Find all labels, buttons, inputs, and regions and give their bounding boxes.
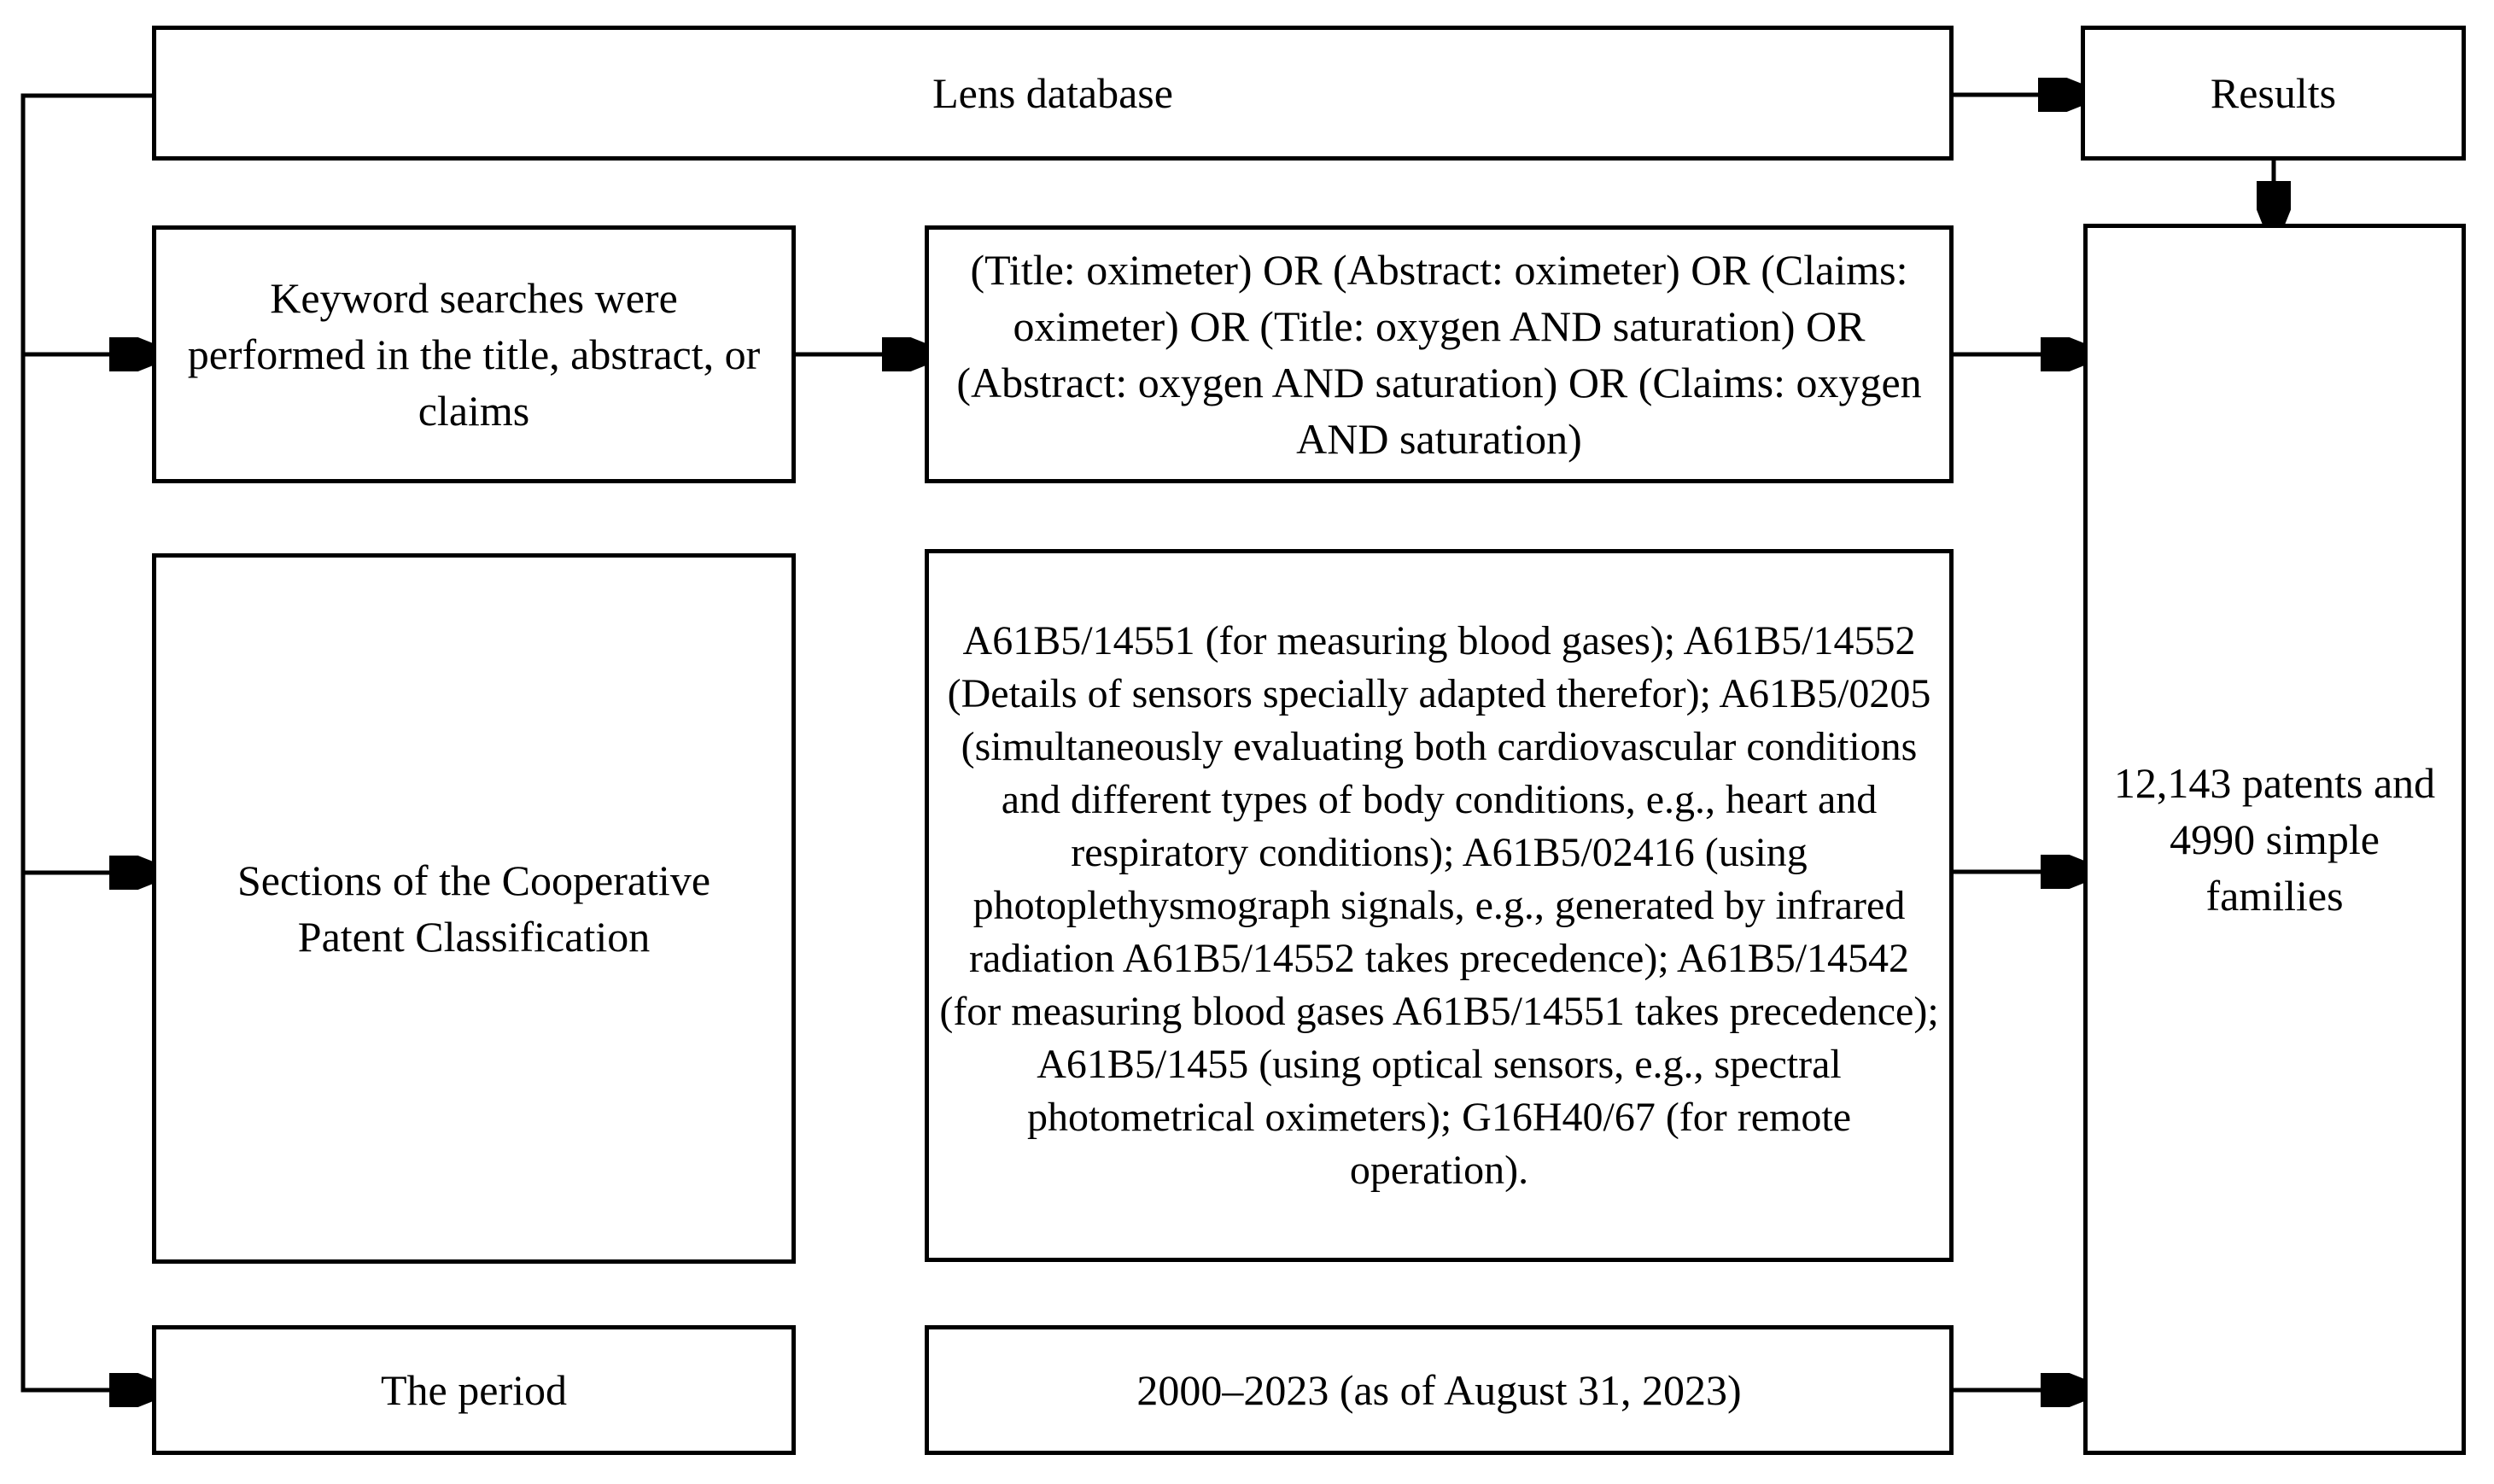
- outcome-count-text: 12,143 patents and 4990 simple families: [2113, 759, 2436, 920]
- cpc-criterion-box: [152, 553, 796, 1264]
- period-value-text: 2000–2023 (as of August 31, 2023): [1136, 1366, 1742, 1414]
- period-criterion-text: The period: [381, 1366, 567, 1414]
- keyword-criterion-box: [152, 225, 796, 483]
- period-criterion-box: [152, 1325, 796, 1455]
- trunk-line-left: [23, 96, 152, 1390]
- outcome-count-box: [2083, 224, 2466, 1455]
- keyword-criterion-text: Keyword searches were performed in the title, abstract, or claims: [187, 274, 761, 435]
- lens-database-label: Lens database: [932, 69, 1173, 117]
- lens-database-box: [152, 26, 1954, 161]
- results-label: Results: [2210, 69, 2337, 117]
- keyword-query-text: (Title: oximeter) OR (Abstract: oximeter) OR (Claims: oximeter) OR (Title: oxygen AND saturation) OR (Abstract: oxygen AND saturation) OR (Claims: oxygen AND saturation): [956, 246, 1922, 463]
- keyword-query-box: [925, 225, 1954, 483]
- results-box: [2081, 26, 2466, 161]
- cpc-criterion-text: Sections of the Cooperative Patent Classification: [237, 856, 711, 961]
- cpc-codes-text: A61B5/14551 (for measuring blood gases); A61B5/14552 (Details of sensors specially adapted therefor); A61B5/0205 (simultaneously evaluating both cardiovascular conditions and different types of body conditions, e.g., heart and respiratory conditions); A61B5/02416 (using photoplethysmograph signals, e.g., generated by infrared radiation A61B5/14552 takes precedence); A61B5/14542 (for measuring blood gases A61B5/14551 takes precedence); A61B5/1455 (using optical sensors, e.g., spectral photometrical oximeters); G16H40/67 (for remote operation).: [939, 617, 1939, 1193]
- period-value-box: [925, 1325, 1954, 1455]
- cpc-codes-box: [925, 549, 1954, 1262]
